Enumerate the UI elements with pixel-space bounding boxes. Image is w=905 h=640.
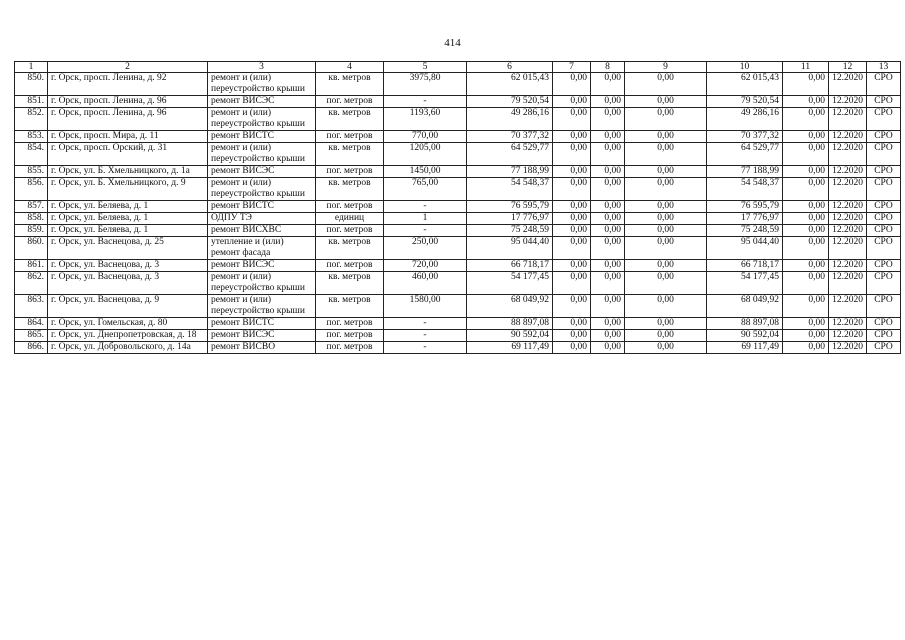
cell-cost-budget-1: 0,00 [591, 73, 625, 96]
cell-deadline: 12.2020 [829, 201, 867, 213]
cell-method: СРО [867, 260, 901, 272]
cell-unit: пог. метров [316, 225, 384, 237]
cell-cost-fund: 0,00 [553, 73, 591, 96]
cell-cost-fund: 0,00 [553, 295, 591, 318]
cell-method: СРО [867, 108, 901, 131]
cell-row-number: 853. [15, 131, 48, 143]
cell-total-cost: 76 595,79 [467, 201, 553, 213]
cell-method: СРО [867, 73, 901, 96]
cell-address: г. Орск, просп. Ленина, д. 96 [48, 96, 208, 108]
cell-deadline: 12.2020 [829, 318, 867, 330]
header-row [15, 62, 901, 73]
cell-specific-cost: 0,00 [783, 96, 829, 108]
cell-cost-budget-1: 0,00 [591, 272, 625, 295]
cell-cost-fund: 0,00 [553, 201, 591, 213]
cell-cost-owners: 88 897,08 [707, 318, 783, 330]
cell-row-number: 859. [15, 225, 48, 237]
cell-unit: кв. метров [316, 73, 384, 96]
cell-deadline: 12.2020 [829, 225, 867, 237]
column-header-13: 13 [867, 62, 901, 73]
cell-cost-owners: 62 015,43 [707, 73, 783, 96]
cell-total-cost: 66 718,17 [467, 260, 553, 272]
cell-deadline: 12.2020 [829, 73, 867, 96]
cell-work-type: ремонт и (или) переустройство крыши [208, 178, 316, 201]
cell-row-number: 856. [15, 178, 48, 201]
cell-total-cost: 75 248,59 [467, 225, 553, 237]
cell-cost-fund: 0,00 [553, 96, 591, 108]
cell-work-type: ремонт ВИСТС [208, 131, 316, 143]
cell-deadline: 12.2020 [829, 260, 867, 272]
cell-address: г. Орск, ул. Васнецова, д. 3 [48, 260, 208, 272]
cell-row-number: 858. [15, 213, 48, 225]
cell-cost-fund: 0,00 [553, 272, 591, 295]
cell-work-type: ремонт ВИСЭС [208, 96, 316, 108]
cell-deadline: 12.2020 [829, 143, 867, 166]
cell-address: г. Орск, ул. Васнецова, д. 9 [48, 295, 208, 318]
cell-address: г. Орск, ул. Беляева, д. 1 [48, 225, 208, 237]
cell-deadline: 12.2020 [829, 96, 867, 108]
cell-address: г. Орск, просп. Орский, д. 31 [48, 143, 208, 166]
cell-cost-budget-2: 0,00 [625, 178, 707, 201]
cell-cost-owners: 66 718,17 [707, 260, 783, 272]
cell-deadline: 12.2020 [829, 213, 867, 225]
cell-cost-budget-1: 0,00 [591, 131, 625, 143]
cell-specific-cost: 0,00 [783, 213, 829, 225]
cell-specific-cost: 0,00 [783, 201, 829, 213]
cell-specific-cost: 0,00 [783, 272, 829, 295]
cell-specific-cost: 0,00 [783, 178, 829, 201]
cell-unit: кв. метров [316, 295, 384, 318]
cell-cost-fund: 0,00 [553, 260, 591, 272]
cell-method: СРО [867, 225, 901, 237]
cell-specific-cost: 0,00 [783, 342, 829, 354]
cell-cost-budget-1: 0,00 [591, 201, 625, 213]
cell-cost-budget-1: 0,00 [591, 178, 625, 201]
cell-address: г. Орск, просп. Ленина, д. 92 [48, 73, 208, 96]
cell-work-type: ремонт ВИСТС [208, 318, 316, 330]
cell-total-cost: 88 897,08 [467, 318, 553, 330]
cell-cost-budget-1: 0,00 [591, 295, 625, 318]
table-row [15, 330, 901, 342]
cell-volume: 720,00 [384, 260, 467, 272]
cell-cost-budget-1: 0,00 [591, 330, 625, 342]
cell-method: СРО [867, 318, 901, 330]
cell-address: г. Орск, ул. Б. Хмельницкого, д. 9 [48, 178, 208, 201]
cell-cost-budget-2: 0,00 [625, 143, 707, 166]
cell-total-cost: 54 548,37 [467, 178, 553, 201]
cell-volume: 460,00 [384, 272, 467, 295]
cell-method: СРО [867, 143, 901, 166]
column-header-6: 6 [467, 62, 553, 73]
cell-address: г. Орск, ул. Гомельская, д. 80 [48, 318, 208, 330]
cell-deadline: 12.2020 [829, 272, 867, 295]
cell-row-number: 863. [15, 295, 48, 318]
column-header-11: 11 [783, 62, 829, 73]
cell-total-cost: 79 520,54 [467, 96, 553, 108]
cell-total-cost: 68 049,92 [467, 295, 553, 318]
cell-cost-owners: 95 044,40 [707, 237, 783, 260]
table-row [15, 131, 901, 143]
cell-volume: - [384, 330, 467, 342]
column-header-3: 3 [208, 62, 316, 73]
cell-volume: 1193,60 [384, 108, 467, 131]
cell-work-type: ремонт ВИСВО [208, 342, 316, 354]
cell-unit: кв. метров [316, 178, 384, 201]
cell-cost-budget-2: 0,00 [625, 330, 707, 342]
cell-total-cost: 54 177,45 [467, 272, 553, 295]
cell-specific-cost: 0,00 [783, 318, 829, 330]
cell-cost-budget-1: 0,00 [591, 260, 625, 272]
cell-specific-cost: 0,00 [783, 108, 829, 131]
cell-specific-cost: 0,00 [783, 295, 829, 318]
cell-address: г. Орск, ул. Васнецова, д. 3 [48, 272, 208, 295]
cell-cost-budget-2: 0,00 [625, 166, 707, 178]
cell-row-number: 865. [15, 330, 48, 342]
cell-method: СРО [867, 213, 901, 225]
cell-volume: - [384, 318, 467, 330]
table-row [15, 166, 901, 178]
table-body [15, 73, 901, 354]
column-header-5: 5 [384, 62, 467, 73]
cell-row-number: 855. [15, 166, 48, 178]
cell-cost-budget-2: 0,00 [625, 108, 707, 131]
cell-unit: пог. метров [316, 131, 384, 143]
cell-work-type: ремонт и (или) переустройство крыши [208, 73, 316, 96]
cell-deadline: 12.2020 [829, 342, 867, 354]
cell-method: СРО [867, 295, 901, 318]
cell-cost-fund: 0,00 [553, 330, 591, 342]
cell-unit: пог. метров [316, 166, 384, 178]
cell-cost-owners: 68 049,92 [707, 295, 783, 318]
cell-deadline: 12.2020 [829, 178, 867, 201]
cell-work-type: ремонт и (или) переустройство крыши [208, 295, 316, 318]
cell-address: г. Орск, просп. Мира, д. 11 [48, 131, 208, 143]
cell-cost-budget-2: 0,00 [625, 295, 707, 318]
cell-work-type: ОДПУ ТЭ [208, 213, 316, 225]
cell-cost-owners: 49 286,16 [707, 108, 783, 131]
cell-specific-cost: 0,00 [783, 73, 829, 96]
cell-method: СРО [867, 342, 901, 354]
cell-method: СРО [867, 178, 901, 201]
cell-specific-cost: 0,00 [783, 225, 829, 237]
cell-row-number: 850. [15, 73, 48, 96]
column-header-1: 1 [15, 62, 48, 73]
cell-cost-fund: 0,00 [553, 213, 591, 225]
column-header-2: 2 [48, 62, 208, 73]
cell-work-type: ремонт ВИСЭС [208, 330, 316, 342]
register-table [14, 61, 901, 354]
cell-volume: 250,00 [384, 237, 467, 260]
cell-specific-cost: 0,00 [783, 131, 829, 143]
cell-cost-budget-1: 0,00 [591, 342, 625, 354]
cell-work-type: ремонт ВИСЭС [208, 166, 316, 178]
cell-cost-owners: 64 529,77 [707, 143, 783, 166]
cell-method: СРО [867, 272, 901, 295]
cell-cost-owners: 76 595,79 [707, 201, 783, 213]
cell-cost-budget-1: 0,00 [591, 225, 625, 237]
column-header-8: 8 [591, 62, 625, 73]
cell-method: СРО [867, 330, 901, 342]
cell-cost-budget-1: 0,00 [591, 143, 625, 166]
cell-deadline: 12.2020 [829, 108, 867, 131]
cell-cost-budget-1: 0,00 [591, 318, 625, 330]
cell-volume: 3975,80 [384, 73, 467, 96]
cell-cost-owners: 90 592,04 [707, 330, 783, 342]
cell-specific-cost: 0,00 [783, 330, 829, 342]
table-row [15, 295, 901, 318]
cell-cost-owners: 69 117,49 [707, 342, 783, 354]
cell-total-cost: 90 592,04 [467, 330, 553, 342]
cell-work-type: ремонт и (или) переустройство крыши [208, 272, 316, 295]
cell-cost-budget-2: 0,00 [625, 272, 707, 295]
cell-cost-fund: 0,00 [553, 237, 591, 260]
cell-cost-owners: 54 177,45 [707, 272, 783, 295]
cell-cost-budget-1: 0,00 [591, 237, 625, 260]
cell-cost-budget-1: 0,00 [591, 166, 625, 178]
table-row [15, 73, 901, 96]
table-row [15, 318, 901, 330]
cell-volume: - [384, 96, 467, 108]
cell-cost-owners: 54 548,37 [707, 178, 783, 201]
column-header-7: 7 [553, 62, 591, 73]
cell-cost-budget-2: 0,00 [625, 131, 707, 143]
cell-total-cost: 17 776,97 [467, 213, 553, 225]
cell-total-cost: 95 044,40 [467, 237, 553, 260]
table-row [15, 213, 901, 225]
cell-address: г. Орск, ул. Б. Хмельницкого, д. 1а [48, 166, 208, 178]
cell-row-number: 860. [15, 237, 48, 260]
page-number: 414 [444, 37, 461, 49]
cell-cost-owners: 79 520,54 [707, 96, 783, 108]
cell-method: СРО [867, 131, 901, 143]
cell-work-type: ремонт и (или) переустройство крыши [208, 108, 316, 131]
cell-cost-budget-2: 0,00 [625, 237, 707, 260]
cell-total-cost: 62 015,43 [467, 73, 553, 96]
cell-method: СРО [867, 96, 901, 108]
cell-deadline: 12.2020 [829, 330, 867, 342]
table-row [15, 201, 901, 213]
cell-total-cost: 70 377,32 [467, 131, 553, 143]
cell-address: г. Орск, ул. Беляева, д. 1 [48, 201, 208, 213]
cell-unit: пог. метров [316, 342, 384, 354]
cell-specific-cost: 0,00 [783, 237, 829, 260]
cell-row-number: 864. [15, 318, 48, 330]
cell-deadline: 12.2020 [829, 295, 867, 318]
cell-total-cost: 77 188,99 [467, 166, 553, 178]
cell-cost-budget-1: 0,00 [591, 213, 625, 225]
table-row [15, 143, 901, 166]
cell-address: г. Орск, ул. Добровольского, д. 14а [48, 342, 208, 354]
cell-work-type: ремонт ВИСЭС [208, 260, 316, 272]
table-row [15, 225, 901, 237]
column-header-9: 9 [625, 62, 707, 73]
table-header [15, 62, 901, 73]
cell-volume: - [384, 342, 467, 354]
cell-cost-owners: 77 188,99 [707, 166, 783, 178]
cell-cost-budget-2: 0,00 [625, 318, 707, 330]
cell-cost-fund: 0,00 [553, 108, 591, 131]
cell-volume: 770,00 [384, 131, 467, 143]
cell-total-cost: 49 286,16 [467, 108, 553, 131]
cell-method: СРО [867, 237, 901, 260]
cell-cost-fund: 0,00 [553, 342, 591, 354]
cell-cost-budget-2: 0,00 [625, 213, 707, 225]
table-row [15, 237, 901, 260]
cell-volume: - [384, 201, 467, 213]
cell-address: г. Орск, ул. Днепропетровская, д. 18 [48, 330, 208, 342]
cell-unit: пог. метров [316, 318, 384, 330]
cell-unit: кв. метров [316, 108, 384, 131]
cell-total-cost: 64 529,77 [467, 143, 553, 166]
cell-cost-fund: 0,00 [553, 178, 591, 201]
cell-volume: 1580,00 [384, 295, 467, 318]
cell-cost-owners: 75 248,59 [707, 225, 783, 237]
cell-row-number: 862. [15, 272, 48, 295]
table-row [15, 342, 901, 354]
cell-cost-budget-2: 0,00 [625, 96, 707, 108]
cell-cost-owners: 70 377,32 [707, 131, 783, 143]
cell-deadline: 12.2020 [829, 166, 867, 178]
cell-volume: - [384, 225, 467, 237]
cell-row-number: 852. [15, 108, 48, 131]
table-row [15, 178, 901, 201]
cell-unit: кв. метров [316, 272, 384, 295]
cell-work-type: ремонт и (или) переустройство крыши [208, 143, 316, 166]
cell-cost-owners: 17 776,97 [707, 213, 783, 225]
column-header-4: 4 [316, 62, 384, 73]
cell-cost-fund: 0,00 [553, 166, 591, 178]
cell-volume: 765,00 [384, 178, 467, 201]
cell-row-number: 861. [15, 260, 48, 272]
cell-work-type: ремонт ВИСХВС [208, 225, 316, 237]
table-row [15, 96, 901, 108]
cell-cost-fund: 0,00 [553, 131, 591, 143]
cell-specific-cost: 0,00 [783, 260, 829, 272]
cell-address: г. Орск, ул. Васнецова, д. 25 [48, 237, 208, 260]
cell-unit: единиц [316, 213, 384, 225]
cell-cost-budget-1: 0,00 [591, 96, 625, 108]
table-row [15, 272, 901, 295]
cell-row-number: 854. [15, 143, 48, 166]
cell-address: г. Орск, ул. Беляева, д. 1 [48, 213, 208, 225]
cell-unit: кв. метров [316, 237, 384, 260]
cell-unit: кв. метров [316, 143, 384, 166]
cell-address: г. Орск, просп. Ленина, д. 96 [48, 108, 208, 131]
cell-deadline: 12.2020 [829, 131, 867, 143]
cell-deadline: 12.2020 [829, 237, 867, 260]
cell-cost-budget-2: 0,00 [625, 342, 707, 354]
cell-work-type: утепление и (или) ремонт фасада [208, 237, 316, 260]
cell-cost-budget-2: 0,00 [625, 201, 707, 213]
cell-cost-budget-2: 0,00 [625, 260, 707, 272]
cell-unit: пог. метров [316, 201, 384, 213]
table-row [15, 260, 901, 272]
cell-row-number: 851. [15, 96, 48, 108]
cell-unit: пог. метров [316, 260, 384, 272]
cell-volume: 1450,00 [384, 166, 467, 178]
cell-total-cost: 69 117,49 [467, 342, 553, 354]
table-row [15, 108, 901, 131]
column-header-12: 12 [829, 62, 867, 73]
cell-specific-cost: 0,00 [783, 143, 829, 166]
cell-unit: пог. метров [316, 330, 384, 342]
cell-cost-fund: 0,00 [553, 143, 591, 166]
cell-volume: 1205,00 [384, 143, 467, 166]
column-header-10: 10 [707, 62, 783, 73]
cell-cost-budget-2: 0,00 [625, 73, 707, 96]
cell-row-number: 857. [15, 201, 48, 213]
cell-unit: пог. метров [316, 96, 384, 108]
cell-cost-fund: 0,00 [553, 318, 591, 330]
cell-cost-fund: 0,00 [553, 225, 591, 237]
cell-cost-budget-2: 0,00 [625, 225, 707, 237]
cell-work-type: ремонт ВИСТС [208, 201, 316, 213]
cell-volume: 1 [384, 213, 467, 225]
cell-row-number: 866. [15, 342, 48, 354]
cell-method: СРО [867, 201, 901, 213]
cell-method: СРО [867, 166, 901, 178]
cell-specific-cost: 0,00 [783, 166, 829, 178]
cell-cost-budget-1: 0,00 [591, 108, 625, 131]
